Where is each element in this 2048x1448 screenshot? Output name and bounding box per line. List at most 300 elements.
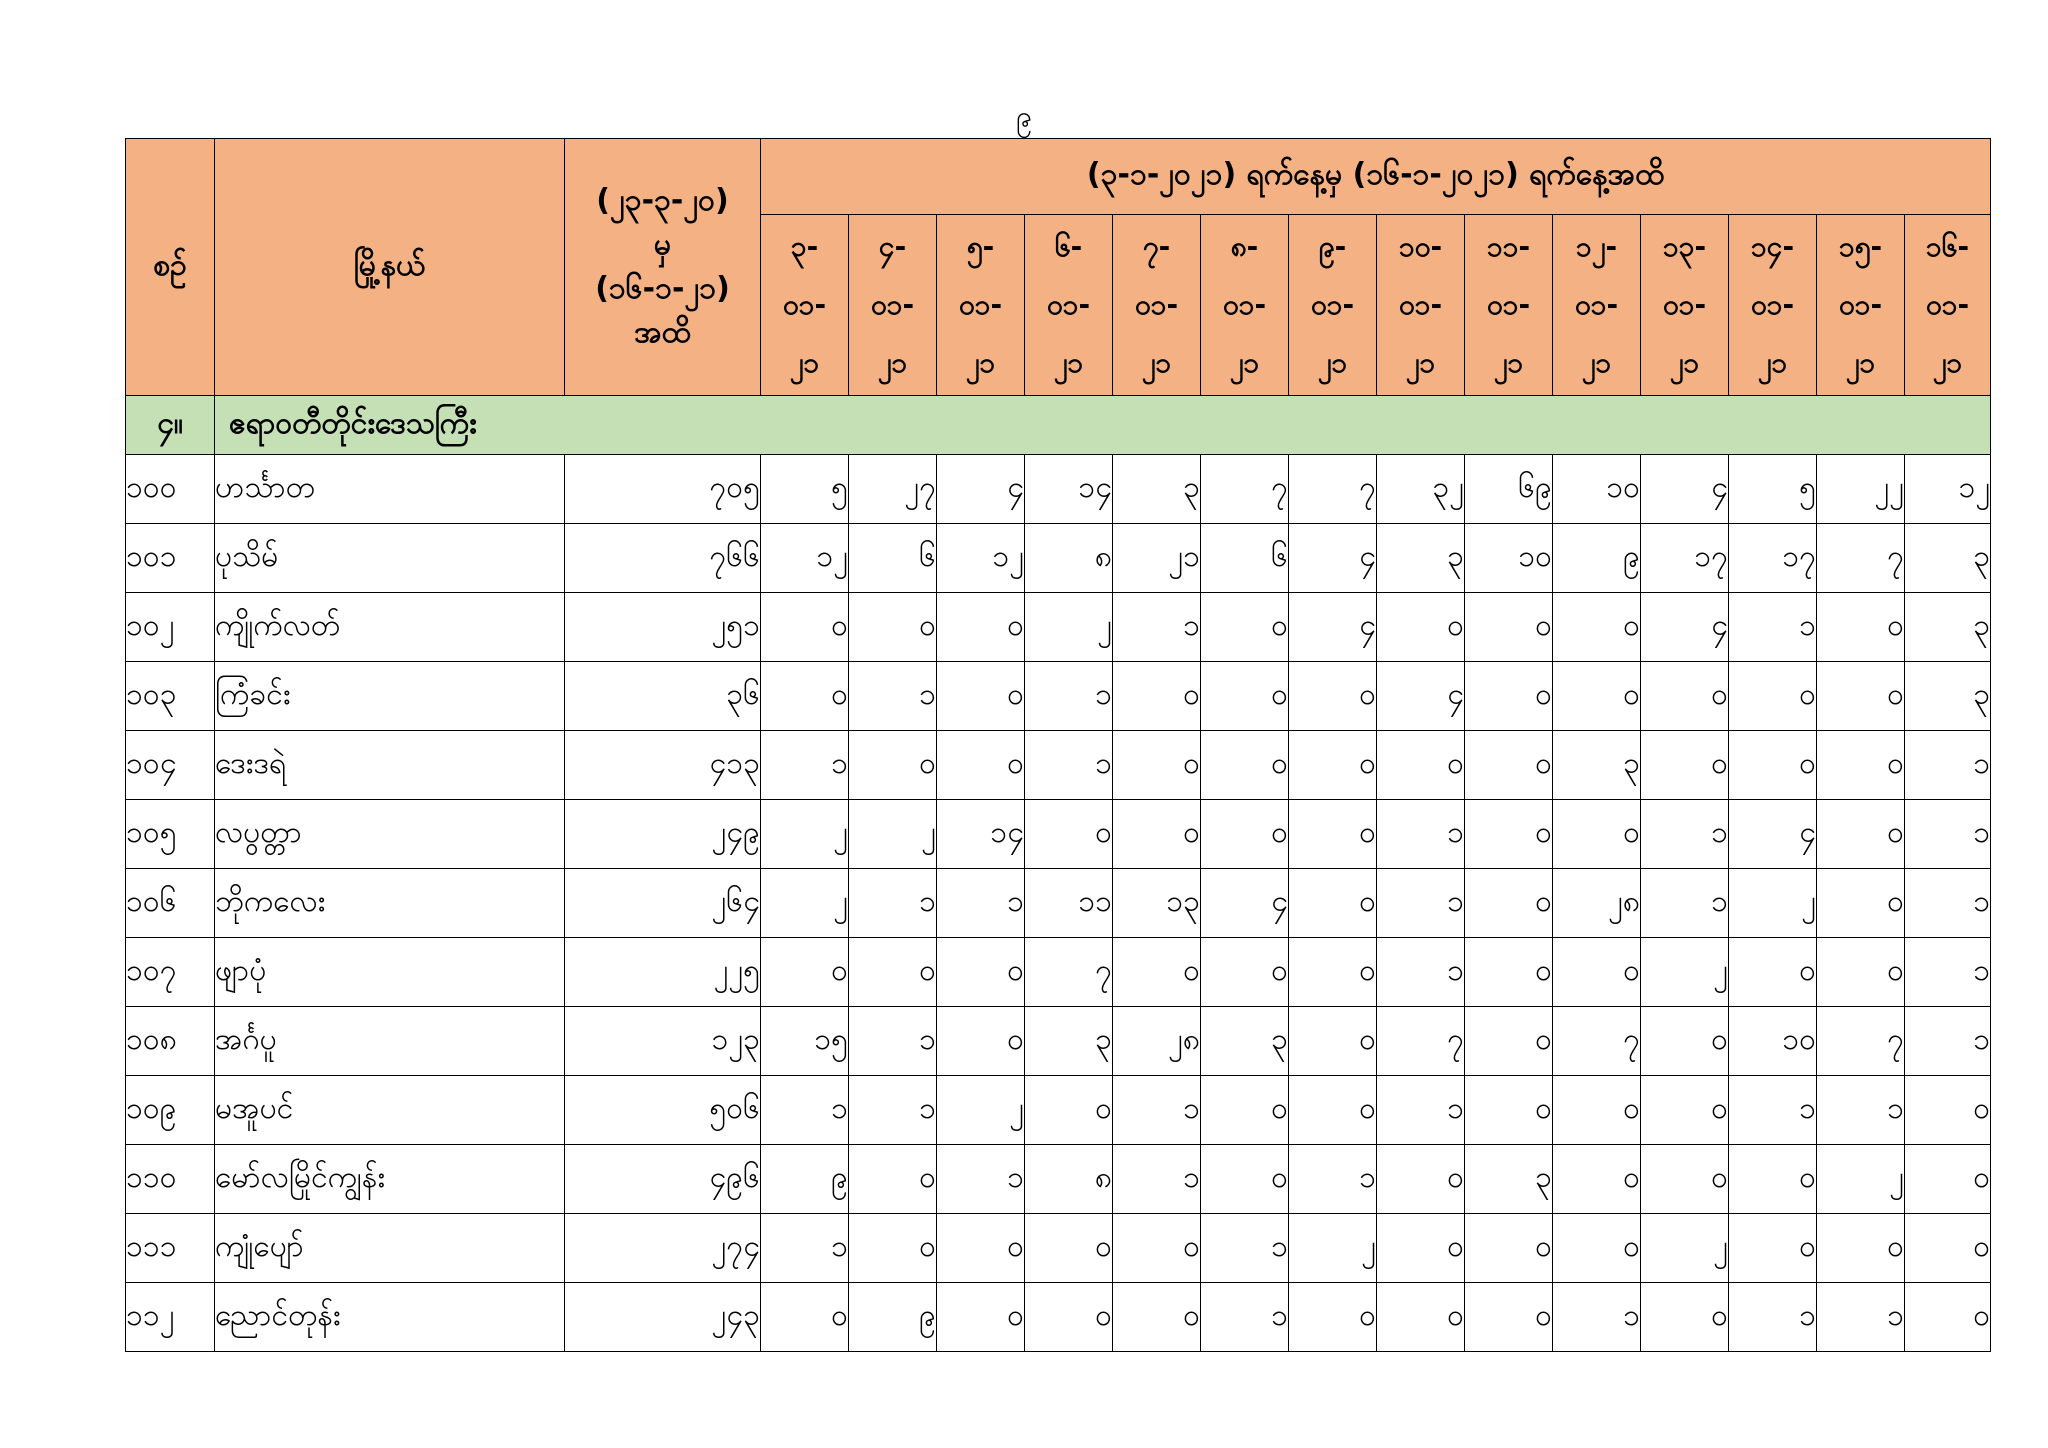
- row-daily-value: ၀: [1465, 1214, 1553, 1283]
- row-daily-value: ၁: [1905, 1007, 1991, 1076]
- row-daily-value: ၀: [1201, 938, 1289, 1007]
- row-daily-value: ၁: [1641, 869, 1729, 938]
- table-row: [126, 731, 1991, 800]
- row-daily-value: ၁၂: [937, 524, 1025, 593]
- row-serial-no: ၁၀၈: [126, 1007, 215, 1076]
- row-daily-value: ၂: [761, 869, 849, 938]
- row-township-name: ကျိုက်လတ်: [215, 593, 565, 662]
- header-date-line: ၀၁-: [1574, 288, 1619, 321]
- row-daily-value: ၀: [1817, 731, 1905, 800]
- page-number: ၉: [1016, 100, 1032, 133]
- row-serial-no: ၁၀၄: [126, 731, 215, 800]
- row-daily-value: ၈: [1025, 1145, 1113, 1214]
- row-daily-value: ၀: [1289, 869, 1377, 938]
- row-daily-value: ၀: [1905, 1283, 1991, 1352]
- header-date: [1729, 215, 1817, 396]
- row-daily-value: ၂: [1641, 1214, 1729, 1283]
- row-cumulative-total: ၇၀၅: [565, 455, 761, 524]
- row-daily-value: ၀: [1025, 800, 1113, 869]
- row-cumulative-total: ၂၆၄: [565, 869, 761, 938]
- row-daily-value: ၁: [1113, 1076, 1201, 1145]
- row-daily-value: ၀: [1465, 938, 1553, 1007]
- row-cumulative-total: ၄၉၆: [565, 1145, 761, 1214]
- header-date-line: ၂၁: [1932, 346, 1963, 379]
- row-daily-value: ၂: [849, 800, 937, 869]
- row-cumulative-total: ၄၁၃: [565, 731, 761, 800]
- row-township-name: ဖျာပုံ: [215, 938, 565, 1007]
- row-daily-value: ၀: [1465, 800, 1553, 869]
- row-daily-value: ၀: [1641, 731, 1729, 800]
- row-daily-value: ၁: [761, 1214, 849, 1283]
- header-date: [1377, 215, 1465, 396]
- row-daily-value: ၁: [1113, 593, 1201, 662]
- row-daily-value: ၀: [1729, 1214, 1817, 1283]
- header-date-line: ၀၁-: [1398, 288, 1443, 321]
- row-daily-value: ၇: [1817, 524, 1905, 593]
- header-date-line: ၂၁: [1757, 346, 1788, 379]
- row-daily-value: ၀: [937, 938, 1025, 1007]
- header-date-span: (၃-၁-၂၀၂၁) ရက်နေ့မှ (၁၆-၁-၂၀၂၁) ရက်နေ့အထိ: [761, 139, 1991, 215]
- row-daily-value: ၁: [761, 1076, 849, 1145]
- row-daily-value: ၀: [761, 662, 849, 731]
- header-date-line: ၀၁-: [958, 288, 1003, 321]
- row-daily-value: ၀: [1553, 1214, 1641, 1283]
- row-serial-no: ၁၀၇: [126, 938, 215, 1007]
- row-daily-value: ၁: [1025, 662, 1113, 731]
- row-daily-value: ၂: [1289, 1214, 1377, 1283]
- header-date-line: ၀၁-: [1222, 288, 1267, 321]
- row-daily-value: ၀: [1641, 1076, 1729, 1145]
- row-daily-value: ၀: [937, 662, 1025, 731]
- row-daily-value: ၀: [1201, 731, 1289, 800]
- row-daily-value: ၄: [1289, 524, 1377, 593]
- row-daily-value: ၁၄: [1025, 455, 1113, 524]
- row-daily-value: ၁: [849, 662, 937, 731]
- row-daily-value: ၂၈: [1113, 1007, 1201, 1076]
- row-daily-value: ၀: [937, 1283, 1025, 1352]
- row-serial-no: ၁၀၂: [126, 593, 215, 662]
- row-daily-value: ၀: [761, 938, 849, 1007]
- header-date-line: ၂၁: [1581, 346, 1612, 379]
- row-township-name: ဘိုကလေး: [215, 869, 565, 938]
- row-township-name: ဒေးဒရဲ: [215, 731, 565, 800]
- row-serial-no: ၁၀၁: [126, 524, 215, 593]
- row-daily-value: ၈: [1025, 524, 1113, 593]
- row-township-name: ဟင်္သာတ: [215, 455, 565, 524]
- row-daily-value: ၂၈: [1553, 869, 1641, 938]
- row-daily-value: ၁: [1729, 1076, 1817, 1145]
- row-serial-no: ၁၀၆: [126, 869, 215, 938]
- header-date-line: ၂၁: [1141, 346, 1172, 379]
- row-daily-value: ၀: [1113, 938, 1201, 1007]
- header-date-line: ၁၄-: [1750, 230, 1795, 263]
- row-daily-value: ၁: [1113, 1145, 1201, 1214]
- row-daily-value: ၁: [937, 1145, 1025, 1214]
- row-daily-value: ၀: [1113, 1214, 1201, 1283]
- row-cumulative-total: ၂၄၉: [565, 800, 761, 869]
- row-daily-value: ၀: [1641, 1145, 1729, 1214]
- row-daily-value: ၃: [1465, 1145, 1553, 1214]
- row-daily-value: ၀: [1641, 1007, 1729, 1076]
- header-date: [937, 215, 1025, 396]
- row-daily-value: ၀: [1641, 662, 1729, 731]
- header-date-line: ၆-: [1054, 230, 1083, 263]
- row-daily-value: ၀: [849, 731, 937, 800]
- row-daily-value: ၀: [1729, 731, 1817, 800]
- row-daily-value: ၆: [849, 524, 937, 593]
- row-daily-value: ၀: [1817, 869, 1905, 938]
- row-daily-value: ၁၀: [1729, 1007, 1817, 1076]
- row-daily-value: ၀: [1729, 1145, 1817, 1214]
- row-daily-value: ၀: [1025, 1283, 1113, 1352]
- header-date-line: ၁၆-: [1926, 230, 1970, 263]
- row-cumulative-total: ၅၀၆: [565, 1076, 761, 1145]
- row-cumulative-total: ၂၇၄: [565, 1214, 761, 1283]
- header-date-line: ၄-: [878, 230, 907, 263]
- row-township-name: အင်္ဂပူ: [215, 1007, 565, 1076]
- row-daily-value: ၀: [1289, 1076, 1377, 1145]
- row-daily-value: ၀: [1729, 662, 1817, 731]
- case-table: [125, 138, 1991, 1352]
- table-row: [126, 1214, 1991, 1283]
- row-daily-value: ၀: [1377, 593, 1465, 662]
- row-daily-value: ၂၇: [849, 455, 937, 524]
- row-daily-value: ၀: [1201, 1076, 1289, 1145]
- row-daily-value: ၀: [1817, 800, 1905, 869]
- row-daily-value: ၃၂: [1377, 455, 1465, 524]
- row-daily-value: ၁: [1641, 800, 1729, 869]
- header-date-line: ၀၁-: [1662, 288, 1707, 321]
- row-daily-value: ၀: [1465, 1076, 1553, 1145]
- row-daily-value: ၀: [1289, 1007, 1377, 1076]
- row-cumulative-total: ၁၂၃: [565, 1007, 761, 1076]
- row-daily-value: ၀: [1465, 593, 1553, 662]
- row-daily-value: ၀: [1113, 731, 1201, 800]
- row-daily-value: ၄: [1377, 662, 1465, 731]
- row-daily-value: ၆၉: [1465, 455, 1553, 524]
- row-daily-value: ၁၇: [1641, 524, 1729, 593]
- header-range-line: အထိ: [634, 315, 691, 350]
- row-serial-no: ၁၁၀: [126, 1145, 215, 1214]
- row-daily-value: ၀: [1553, 1145, 1641, 1214]
- row-serial-no: ၁၀၀: [126, 455, 215, 524]
- row-daily-value: ၀: [1289, 731, 1377, 800]
- row-daily-value: ၇: [1377, 1007, 1465, 1076]
- header-date-line: ၇-: [1142, 230, 1171, 263]
- row-daily-value: ၁၀: [1465, 524, 1553, 593]
- row-daily-value: ၀: [1465, 731, 1553, 800]
- row-daily-value: ၂: [1817, 1145, 1905, 1214]
- header-date-line: ၁၂-: [1575, 230, 1618, 263]
- row-daily-value: ၁၂: [1905, 455, 1991, 524]
- row-daily-value: ၂: [937, 1076, 1025, 1145]
- row-daily-value: ၀: [1553, 938, 1641, 1007]
- table-row: [126, 938, 1991, 1007]
- row-daily-value: ၁၁: [1025, 869, 1113, 938]
- row-daily-value: ၀: [1641, 1283, 1729, 1352]
- header-date-line: ၁၃-: [1662, 230, 1707, 263]
- row-daily-value: ၀: [1729, 938, 1817, 1007]
- table-row: [126, 593, 1991, 662]
- table-row: [126, 1145, 1991, 1214]
- row-daily-value: ၀: [1113, 1283, 1201, 1352]
- row-daily-value: ၃: [1025, 1007, 1113, 1076]
- row-daily-value: ၁: [1729, 1283, 1817, 1352]
- table-row: [126, 455, 1991, 524]
- header-date: [849, 215, 937, 396]
- row-daily-value: ၇: [1025, 938, 1113, 1007]
- table-row: [126, 1076, 1991, 1145]
- row-township-name: ကြံခင်း: [215, 662, 565, 731]
- header-date: [1553, 215, 1641, 396]
- row-daily-value: ၀: [1817, 593, 1905, 662]
- row-daily-value: ၂၂: [1817, 455, 1905, 524]
- row-daily-value: ၁၀: [1553, 455, 1641, 524]
- row-serial-no: ၁၁၁: [126, 1214, 215, 1283]
- header-date: [1113, 215, 1201, 396]
- header-date-line: ၁၀-: [1398, 230, 1443, 263]
- region-number: ၄။: [126, 396, 215, 455]
- row-daily-value: ၃: [1905, 662, 1991, 731]
- row-daily-value: ၁: [1553, 1283, 1641, 1352]
- header-date-line: ၂၁: [877, 346, 908, 379]
- row-daily-value: ၀: [1377, 1214, 1465, 1283]
- row-daily-value: ၀: [1465, 1283, 1553, 1352]
- row-township-name: ကျုံပျော်: [215, 1214, 565, 1283]
- table-row: [126, 869, 1991, 938]
- row-daily-value: ၃: [1905, 593, 1991, 662]
- header-range-line: မှ: [653, 227, 672, 262]
- row-daily-value: ၀: [1465, 662, 1553, 731]
- row-daily-value: ၀: [1553, 662, 1641, 731]
- row-daily-value: ၇: [1289, 455, 1377, 524]
- table-row: [126, 524, 1991, 593]
- row-daily-value: ၀: [1201, 593, 1289, 662]
- row-daily-value: ၀: [1553, 1076, 1641, 1145]
- row-daily-value: ၀: [1025, 1214, 1113, 1283]
- row-daily-value: ၁: [1377, 938, 1465, 1007]
- row-daily-value: ၉: [1553, 524, 1641, 593]
- header-cumulative-range: [565, 139, 761, 396]
- row-daily-value: ၄: [1289, 593, 1377, 662]
- row-cumulative-total: ၂၅၁: [565, 593, 761, 662]
- row-daily-value: ၀: [1289, 800, 1377, 869]
- row-daily-value: ၁၇: [1729, 524, 1817, 593]
- row-township-name: မအူပင်: [215, 1076, 565, 1145]
- header-date-line: ၂၁: [1493, 346, 1524, 379]
- row-daily-value: ၁: [849, 1007, 937, 1076]
- row-daily-value: ၀: [1817, 1214, 1905, 1283]
- header-date-line: ၂၁: [1405, 346, 1436, 379]
- row-daily-value: ၁: [1905, 938, 1991, 1007]
- header-date: [1641, 215, 1729, 396]
- header-date-line: ၂၁: [1053, 346, 1084, 379]
- row-daily-value: ၄: [1201, 869, 1289, 938]
- row-daily-value: ၀: [1201, 1145, 1289, 1214]
- header-range-line: (၁၆-၁-၂၁): [595, 271, 730, 306]
- row-cumulative-total: ၃၆: [565, 662, 761, 731]
- row-daily-value: ၁၂: [761, 524, 849, 593]
- row-daily-value: ၂၁: [1113, 524, 1201, 593]
- row-daily-value: ၀: [937, 593, 1025, 662]
- row-daily-value: ၀: [761, 1283, 849, 1352]
- row-daily-value: ၄: [1729, 800, 1817, 869]
- row-daily-value: ၁: [1289, 1145, 1377, 1214]
- header-serial-no: စဉ်: [126, 139, 215, 396]
- header-date-line: ၀၁-: [1134, 288, 1179, 321]
- row-daily-value: ၁: [1729, 593, 1817, 662]
- row-daily-value: ၉: [849, 1283, 937, 1352]
- header-date-line: ၂၁: [965, 346, 996, 379]
- row-serial-no: ၁၀၃: [126, 662, 215, 731]
- row-daily-value: ၀: [849, 1214, 937, 1283]
- row-cumulative-total: ၇၆၆: [565, 524, 761, 593]
- row-daily-value: ၄: [1641, 593, 1729, 662]
- row-township-name: မော်လမြိုင်ကျွန်း: [215, 1145, 565, 1214]
- row-daily-value: ၀: [1113, 662, 1201, 731]
- row-daily-value: ၃: [1113, 455, 1201, 524]
- row-daily-value: ၂: [761, 800, 849, 869]
- header-date-line: ၂၁: [1669, 346, 1700, 379]
- row-serial-no: ၁၁၂: [126, 1283, 215, 1352]
- row-daily-value: ၁: [1025, 731, 1113, 800]
- row-daily-value: ၀: [1905, 1214, 1991, 1283]
- row-daily-value: ၁: [1817, 1076, 1905, 1145]
- row-daily-value: ၃: [1905, 524, 1991, 593]
- row-daily-value: ၅: [761, 455, 849, 524]
- row-daily-value: ၀: [1817, 662, 1905, 731]
- row-daily-value: ၂: [1641, 938, 1729, 1007]
- row-cumulative-total: ၂၂၅: [565, 938, 761, 1007]
- row-serial-no: ၁၀၉: [126, 1076, 215, 1145]
- header-date-line: ၂၁: [789, 346, 820, 379]
- table-row: [126, 800, 1991, 869]
- row-daily-value: ၁: [1905, 800, 1991, 869]
- row-daily-value: ၁: [1377, 869, 1465, 938]
- row-daily-value: ၀: [1377, 731, 1465, 800]
- header-date-line: ၀၁-: [1838, 288, 1883, 321]
- header-date-line: ၁၅-: [1838, 230, 1883, 263]
- header-date-line: ၀၁-: [782, 288, 827, 321]
- row-daily-value: ၀: [1553, 593, 1641, 662]
- header-date: [1025, 215, 1113, 396]
- row-daily-value: ၃: [1377, 524, 1465, 593]
- header-date-line: ၅-: [966, 230, 995, 263]
- row-daily-value: ၀: [1377, 1145, 1465, 1214]
- row-daily-value: ၁၄: [937, 800, 1025, 869]
- row-daily-value: ၉: [761, 1145, 849, 1214]
- row-daily-value: ၁: [849, 1076, 937, 1145]
- header-date: [761, 215, 849, 396]
- header-range-line: (၂၃-၃-၂၀): [596, 183, 729, 218]
- region-name: ဧရာဝတီတိုင်းဒေသကြီး: [215, 396, 1991, 455]
- row-daily-value: ၀: [1289, 662, 1377, 731]
- row-daily-value: ၀: [1201, 662, 1289, 731]
- header-date-line: ၃-: [790, 230, 819, 263]
- row-daily-value: ၁: [1377, 800, 1465, 869]
- row-daily-value: ၁၃: [1113, 869, 1201, 938]
- row-daily-value: ၇: [1201, 455, 1289, 524]
- row-daily-value: ၀: [1025, 1076, 1113, 1145]
- row-daily-value: ၁: [937, 869, 1025, 938]
- row-daily-value: ၃: [1201, 1007, 1289, 1076]
- row-township-name: လပွတ္တာ: [215, 800, 565, 869]
- table-row: [126, 662, 1991, 731]
- header-date-line: ၀၁-: [1046, 288, 1091, 321]
- region-row: [126, 396, 1991, 455]
- row-daily-value: ၀: [1465, 1007, 1553, 1076]
- row-daily-value: ၅: [1729, 455, 1817, 524]
- row-daily-value: ၇: [1817, 1007, 1905, 1076]
- header-date-line: ၀၁-: [870, 288, 915, 321]
- row-daily-value: ၄: [937, 455, 1025, 524]
- table-row: [126, 1007, 1991, 1076]
- row-township-name: ညောင်တုန်း: [215, 1283, 565, 1352]
- header-date-line: ၂၁: [1229, 346, 1260, 379]
- row-daily-value: ၁: [1201, 1214, 1289, 1283]
- row-daily-value: ၀: [937, 731, 1025, 800]
- row-daily-value: ၀: [1553, 800, 1641, 869]
- row-daily-value: ၂: [1729, 869, 1817, 938]
- row-daily-value: ၀: [1113, 800, 1201, 869]
- header-date-line: ၈-: [1230, 230, 1259, 263]
- header-date: [1289, 215, 1377, 396]
- row-daily-value: ၁: [1905, 731, 1991, 800]
- row-daily-value: ၀: [849, 938, 937, 1007]
- row-daily-value: ၀: [849, 593, 937, 662]
- row-daily-value: ၄: [1641, 455, 1729, 524]
- row-serial-no: ၁၀၅: [126, 800, 215, 869]
- header-date: [1817, 215, 1905, 396]
- header-date-line: ၀၁-: [1750, 288, 1795, 321]
- header-date-line: ၂၁: [1845, 346, 1876, 379]
- header-township: မြို့နယ်: [215, 139, 565, 396]
- header-date-line: ၀၁-: [1310, 288, 1355, 321]
- row-daily-value: ၁: [1377, 1076, 1465, 1145]
- row-daily-value: ၀: [1465, 869, 1553, 938]
- row-daily-value: ၀: [937, 1007, 1025, 1076]
- row-daily-value: ၁၅: [761, 1007, 849, 1076]
- row-daily-value: ၀: [1817, 938, 1905, 1007]
- row-daily-value: ၀: [1289, 1283, 1377, 1352]
- row-daily-value: ၁: [849, 869, 937, 938]
- header-date: [1201, 215, 1289, 396]
- header-date-line: ၂၁: [1317, 346, 1348, 379]
- row-daily-value: ၀: [761, 593, 849, 662]
- row-daily-value: ၂: [1025, 593, 1113, 662]
- header-date-line: ၀၁-: [1486, 288, 1531, 321]
- row-daily-value: ၁: [761, 731, 849, 800]
- row-daily-value: ၀: [1289, 938, 1377, 1007]
- row-daily-value: ၁: [1817, 1283, 1905, 1352]
- row-daily-value: ၁: [1905, 869, 1991, 938]
- row-daily-value: ၃: [1553, 731, 1641, 800]
- row-daily-value: ၇: [1553, 1007, 1641, 1076]
- header-date-line: ၉-: [1318, 230, 1347, 263]
- row-daily-value: ၀: [1377, 1283, 1465, 1352]
- table-row: [126, 1283, 1991, 1352]
- row-cumulative-total: ၂၄၃: [565, 1283, 761, 1352]
- row-daily-value: ၀: [1201, 800, 1289, 869]
- row-daily-value: ၀: [1905, 1145, 1991, 1214]
- row-daily-value: ၀: [1905, 1076, 1991, 1145]
- header-date: [1905, 215, 1991, 396]
- row-daily-value: ၀: [849, 1145, 937, 1214]
- header-date-line: ၁၁-: [1486, 230, 1531, 263]
- row-daily-value: ၁: [1201, 1283, 1289, 1352]
- header-date: [1465, 215, 1553, 396]
- header-date-line: ၀၁-: [1926, 288, 1970, 321]
